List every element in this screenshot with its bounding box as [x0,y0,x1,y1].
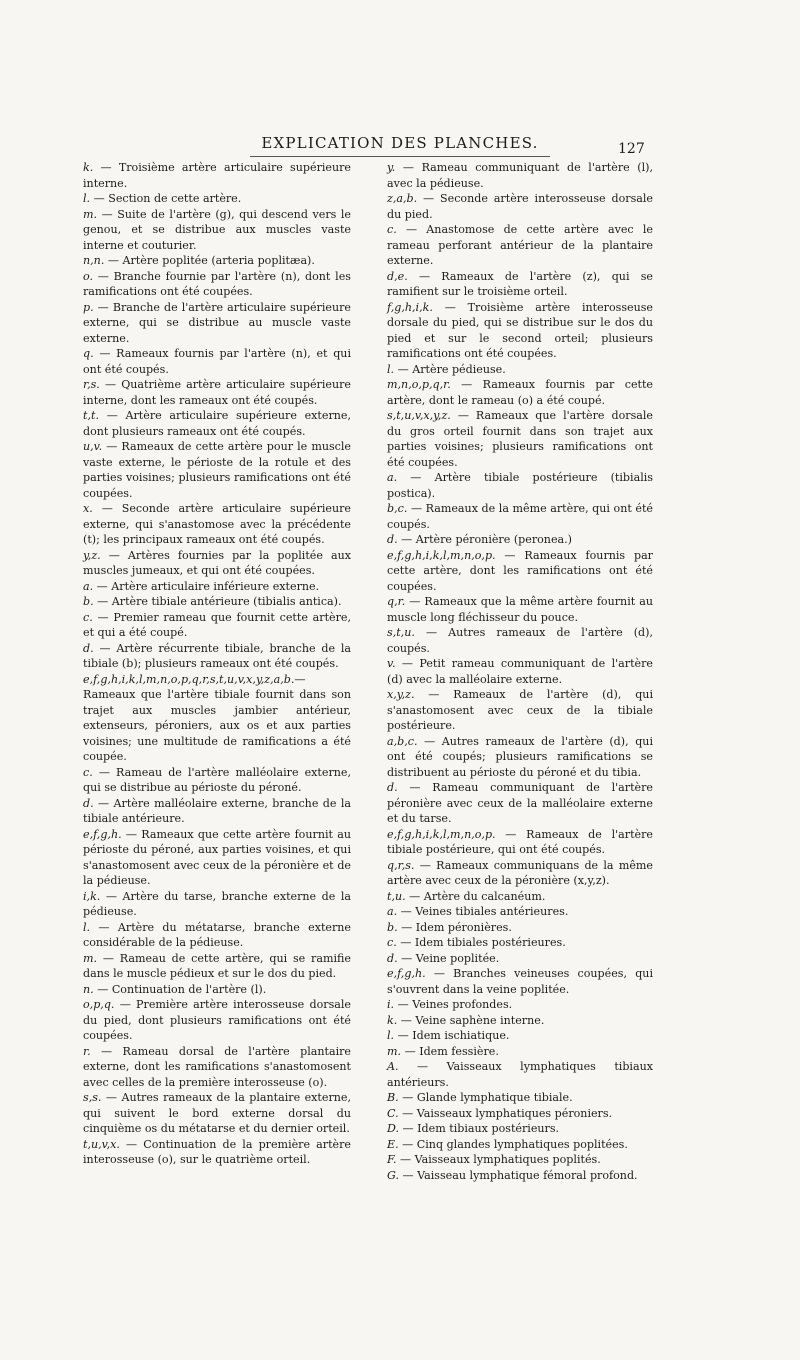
legend-text: — Suite de l'artère (g), qui descend vers le genou, et se distribue aux muscles vaste interne et couturier. [83,207,351,252]
legend-key: e,f,g,h. [387,967,426,980]
legend-entry [387,997,653,1013]
legend-key: l. [387,1029,395,1042]
legend-text: — Autres rameaux de l'artère (d), coupés. [387,626,653,655]
legend-text: — Rameaux de l'artère (z), qui se ramifient sur le troisième orteil. [387,269,653,298]
legend-key: s,t,u,v,x,y,z. [387,409,451,422]
legend-key: f,g,h,i,k. [387,300,433,314]
legend-entry [83,300,351,347]
legend-text: — Rameau de l'artère malléolaire externe, qui se distribue au périoste du péroné. [83,765,351,794]
legend-entry [387,191,653,222]
legend-entry [387,1106,653,1122]
legend-key: y. [387,161,396,174]
legend-key: x. [83,502,93,515]
legend-entry [387,920,653,936]
legend-text: — Petit rameau communiquant de l'artère (d) avec la malléolaire externe. [387,657,653,686]
legend-text: — Rameaux de la même artère, qui ont été coupés. [387,502,653,531]
legend-key: r,s. [83,378,100,391]
legend-text: — Artère tibiale antérieure (tibialis antica). [93,595,342,608]
legend-entry [387,904,653,920]
legend-key: F. [387,1153,397,1166]
legend-entry [83,160,351,191]
legend-text: — Continuation de la première artère interosseuse (o), sur le quatrième orteil. [83,1137,351,1166]
legend-text: — Artère articulaire inférieure externe. [93,579,320,593]
legend-text: — Vaisseaux lymphatiques tibiaux antérieurs. [387,1060,653,1089]
legend-entry [83,889,351,920]
legend-key: e,f,g,h,i,k,l,m,n,o,p,q,r,s,t,u,v,x,y,z,a,b. [83,672,295,686]
legend-text: — Vaisseaux lymphatiques péroniers. [398,1106,613,1120]
legend-entry [387,966,653,997]
legend-text: — Premier rameau que fournit cette artère, et qui a été coupé. [83,610,351,639]
legend-text: — Idem ischiatique. [394,1029,510,1042]
legend-entry [387,1059,653,1090]
legend-key: a,b,c. [387,734,418,748]
legend-key: k. [83,161,94,174]
legend-key: d. [83,796,94,810]
legend-entry [387,470,653,501]
legend-key: p. [83,300,94,314]
legend-entry [387,1152,653,1168]
legend-entry [83,548,351,579]
legend-key: c. [387,936,397,949]
legend-entry [387,935,653,951]
legend-text: — Rameaux de l'artère (d), qui s'anastomosent avec ceux de la tibiale postérieure. [387,688,653,732]
legend-entry [387,1044,653,1060]
legend-text: — Idem fessière. [401,1044,499,1058]
legend-text: — Rameau dorsal de l'artère plantaire externe, dont les ramifications s'anastomosent avec celles de la première interosseuse (o). [83,1044,351,1089]
legend-entry [83,346,351,377]
legend-text: — Section de cette artère. [90,192,242,205]
legend-text: — Artère poplitée (arteria poplitæa). [104,254,315,267]
legend-text: — Troisième artère interosseuse dorsale du pied, qui se distribue sur le dos du pied et sur le second orteil; plusieurs ramifications ont été coupées. [387,300,653,360]
legend-key: l. [83,920,91,934]
legend-text: — Veine saphène interne. [397,1013,545,1027]
legend-text: — Cinq glandes lymphatiques poplitées. [398,1137,628,1151]
legend-key: c. [387,223,397,236]
legend-text: — Vaisseau lymphatique fémoral profond. [399,1168,638,1182]
legend-entry [83,920,351,951]
legend-entry [387,1168,653,1184]
legend-text: — Branche de l'artère articulaire supérieure externe, qui se distribue au muscle vaste externe. [83,300,351,345]
legend-text: — Rameau communiquant de l'artère péronière avec ceux de la malléolaire externe et du tarse. [387,781,653,825]
legend-text: — Branches veineuses coupées, qui s'ouvrent dans la veine poplitée. [387,967,653,996]
legend-key: b,c. [387,502,408,515]
legend-key: u,v. [83,440,103,453]
legend-key: C. [387,1106,399,1120]
legend-entry [83,191,351,207]
legend-entry [387,1121,653,1137]
legend-entry [387,656,653,687]
legend-entry [83,827,351,889]
legend-key: k. [387,1013,398,1027]
legend-text: — Rameau communiquant de l'artère (l), avec la pédieuse. [387,161,653,190]
legend-entry [83,439,351,501]
legend-text: — Veine poplitée. [397,951,500,965]
legend-entry [83,579,351,595]
legend-key: v. [387,657,396,670]
legend-entry [83,269,351,300]
legend-key: q,r,s. [387,858,415,872]
legend-text: — Artère récurrente tibiale, branche de la tibiale (b); plusieurs rameaux ont été coupés. [83,641,351,670]
legend-entry [387,222,653,269]
legend-text: — Artère du calcanéum. [405,889,546,903]
legend-key: B. [387,1091,399,1104]
legend-text: — Troisième artère articulaire supérieure interne. [83,161,351,190]
legend-key: d,e. [387,269,408,283]
legend-text: — Vaisseaux lymphatiques poplités. [396,1153,601,1166]
legend-text: — Seconde artère interosseuse dorsale du pied. [387,192,653,221]
legend-entry [83,672,351,765]
legend-text: — Rameaux de cette artère pour le muscle vaste externe, le périoste de la rotule et des parties voisines; plusieurs ramifications ont été coupées. [83,440,351,500]
legend-key: a. [387,471,398,484]
legend-key: n. [83,982,94,996]
legend-entry [387,269,653,300]
legend-key: d. [387,951,398,965]
legend-entry [387,858,653,889]
legend-key: x,y,z. [387,688,415,701]
legend-text: — Glande lymphatique tibiale. [398,1091,573,1104]
legend-key: e,f,g,h,i,k,l,m,n,o,p. [387,548,496,562]
legend-key: D. [387,1122,400,1135]
legend-entry [83,594,351,610]
legend-entry [387,625,653,656]
legend-key: e,f,g,h,i,k,l,m,n,o,p. [387,827,496,841]
legend-entry [83,1044,351,1091]
legend-key: m. [83,951,98,965]
legend-key: i,k. [83,889,101,903]
legend-key: d. [83,641,94,655]
legend-text: — Autres rameaux de la plantaire externe, qui suivent le bord externe dorsal du cinquième os du métatarse et du dernier orteil. [83,1091,351,1135]
legend-entry [83,641,351,672]
legend-key: t,u. [387,889,406,903]
legend-text: — Rameaux de l'artère tibiale postérieure, qui ont été coupés. [387,827,653,856]
legend-text: — Quatrième artère articulaire supérieure interne, dont les rameaux ont été coupés. [83,378,351,407]
legend-text: — Veines profondes. [394,998,513,1011]
legend-entry [387,687,653,734]
legend-entry [387,1013,653,1029]
legend-key: E. [387,1137,399,1151]
legend-key: d. [387,781,398,794]
legend-key: o. [83,269,94,283]
legend-key: G. [387,1168,399,1182]
legend-key: m. [83,207,98,221]
legend-entry [83,1137,351,1168]
legend-text: — Seconde artère articulaire supérieure externe, qui s'anastomose avec la précédente (t); les principaux rameaux ont été coupés. [83,502,351,546]
legend-entry [387,362,653,378]
legend-entry [387,594,653,625]
legend-text: — Idem péronières. [397,920,512,934]
legend-key: n,n. [83,254,105,267]
legend-text: — Rameaux fournis par cette artère, dont les ramifications ont été coupées. [387,548,653,593]
legend-key: s,t,u. [387,626,415,639]
legend-key: s,s. [83,1091,102,1104]
legend-text: — Rameaux fournis par l'artère (n), et qui ont été coupés. [83,347,351,376]
legend-entry [83,207,351,254]
page-number: 127 [618,141,645,157]
legend-entry [387,1028,653,1044]
legend-entry [387,951,653,967]
legend-entry [387,1090,653,1106]
page-header-title: EXPLICATION DES PLANCHES. [250,134,550,157]
legend-entry [83,610,351,641]
legend-text: — Artère péronière (peronea.) [397,533,572,546]
legend-key: o,p,q. [83,998,115,1011]
legend-text: — Première artère interosseuse dorsale du pied, dont plusieurs ramifications ont été coupées. [83,998,351,1042]
legend-entry [387,889,653,905]
legend-key: l. [83,192,91,205]
legend-entry [387,827,653,858]
legend-key: i. [387,998,395,1011]
legend-entry [387,548,653,595]
legend-key: m. [387,1044,402,1058]
legend-key: A. [387,1060,399,1073]
legend-key: b. [387,920,398,934]
legend-entry [387,780,653,827]
legend-text: — Rameaux fournis par cette artère, dont le rameau (o) a été coupé. [387,378,653,407]
legend-entry [387,1137,653,1153]
legend-text: — Idem tibiaux postérieurs. [399,1122,560,1135]
legend-key: b. [83,595,94,608]
legend-key: a. [387,905,398,918]
right-column [387,160,653,1183]
legend-text: — Veines tibiales antérieures. [397,905,569,918]
legend-key: d. [387,533,398,546]
legend-entry [83,997,351,1044]
legend-text: — Artère pédieuse. [394,362,506,376]
legend-key: a. [83,579,94,593]
legend-text: — Continuation de l'artère (l). [93,982,267,996]
legend-key: m,n,o,p,q,r. [387,378,451,391]
legend-key: c. [83,610,93,624]
legend-key: l. [387,362,395,376]
legend-key: y,z. [83,548,101,562]
legend-text: — Artère tibiale postérieure (tibialis postica). [387,471,653,500]
legend-text: — Rameaux que la même artère fournit au muscle long fléchisseur du pouce. [387,595,653,624]
legend-entry [387,160,653,191]
legend-text: — Artère articulaire supérieure externe, dont plusieurs rameaux ont été coupés. [83,409,351,438]
legend-entry [83,796,351,827]
legend-entry [387,501,653,532]
legend-entry [83,765,351,796]
legend-text: — Artère malléolaire externe, branche de la tibiale antérieure. [83,796,351,825]
legend-key: q. [83,347,94,360]
legend-text: — Rameaux que l'artère dorsale du gros orteil fournit dans son trajet aux parties voisines; plusieurs ramifications ont été coupées. [387,409,653,469]
legend-text: —Rameaux que l'artère tibiale fournit dans son trajet aux muscles jambier antérieur, extenseurs, péroniers, aux os et aux parties voisines; une multitude de ramifications a été coupée. [83,672,351,763]
legend-text: — Rameaux que cette artère fournit au périoste du péroné, aux parties voisines, et qui s'anastomosent avec ceux de la péronière et de la pédieuse. [83,827,351,887]
legend-entry [387,377,653,408]
legend-entry [83,1090,351,1137]
legend-entry [387,408,653,470]
legend-key: r. [83,1044,91,1058]
legend-text: — Artères fournies par la poplitée aux muscles jumeaux, et qui ont été coupées. [83,548,351,577]
legend-key: q,r. [387,595,406,608]
legend-entry [83,982,351,998]
legend-entry [83,951,351,982]
legend-entry [387,300,653,362]
legend-text: — Autres rameaux de l'artère (d), qui ont été coupés; plusieurs ramifications se distribuent au périoste du péroné et du tibia. [387,734,653,779]
legend-entry [83,377,351,408]
legend-key: t,u,v,x. [83,1137,120,1151]
legend-key: c. [83,765,93,779]
legend-text: — Idem tibiales postérieures. [396,936,566,949]
legend-text: — Branche fournie par l'artère (n), dont les ramifications ont été coupées. [83,269,351,298]
left-column [83,160,351,1168]
legend-entry [83,501,351,548]
legend-entry [387,532,653,548]
legend-text: — Rameaux communiquans de la même artère avec ceux de la péronière (x,y,z). [387,858,653,887]
legend-key: t,t. [83,409,99,422]
legend-text: — Anastomose de cette artère avec le rameau perforant antérieur de la plantaire externe. [387,223,653,267]
legend-text: — Rameau de cette artère, qui se ramifie dans le muscle pédieux et sur le dos du pied. [83,951,351,980]
legend-entry [387,734,653,781]
legend-key: e,f,g,h. [83,827,122,841]
legend-entry [83,253,351,269]
legend-entry [83,408,351,439]
legend-text: — Artère du métatarse, branche externe considérable de la pédieuse. [83,920,351,949]
legend-text: — Artère du tarse, branche externe de la pédieuse. [83,889,351,918]
legend-key: z,a,b. [387,192,418,205]
